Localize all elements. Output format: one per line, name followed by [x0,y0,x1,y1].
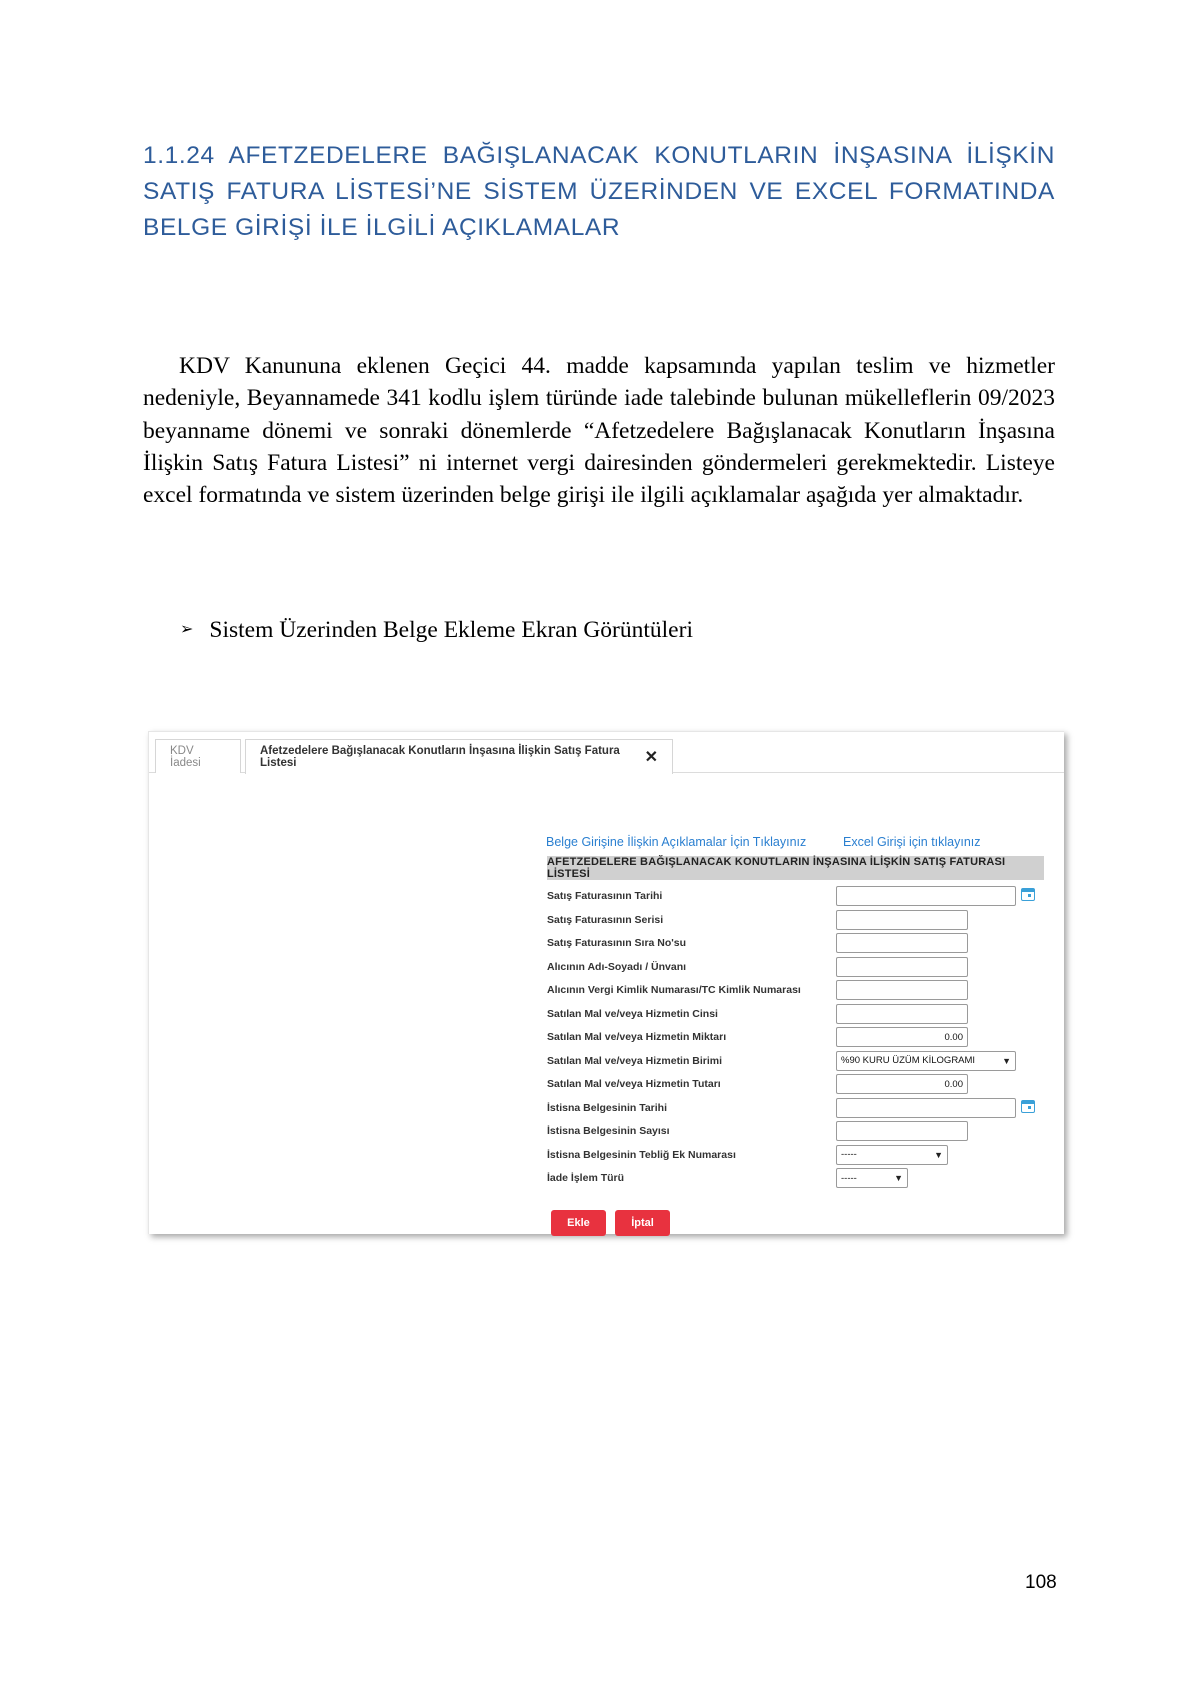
bullet-text: Sistem Üzerinden Belge Ekleme Ekran Görüntüleri [209,617,693,643]
tab-kdv-iadesi[interactable] [155,739,241,773]
field-label: Satış Faturasının Serisi [547,913,664,926]
form-row-quantity [547,1027,1044,1051]
exemption-date-input[interactable] [836,1098,1016,1118]
field-label: İade İşlem Türü [547,1172,625,1184]
buyer-tax-id-input[interactable] [836,980,968,1000]
excel-entry-link[interactable]: Excel Girişi için tıklayınız [843,835,981,849]
explanations-link[interactable]: Belge Girişine İlişkin Açıklamalar İçin Tıklayınız [546,835,807,849]
field-label: Satılan Mal ve/veya Hizmetin Birimi [547,1054,723,1067]
unit-select[interactable] [836,1051,1016,1071]
field-label: İstisna Belgesinin Tarihi [547,1101,668,1114]
field-label: Satış Faturasının Tarihi [547,890,663,902]
form-row-amount [547,1074,1044,1098]
tab-satis-fatura-listesi[interactable] [245,739,673,774]
form-row-invoice-date [547,886,1044,910]
tab-label: KDV İadesi [170,744,201,769]
bullet-item [180,615,693,645]
close-icon[interactable]: ✕ [644,749,658,766]
form-row-buyer-tax-id [547,980,1044,1004]
quantity-input[interactable]: 0.00 [836,1027,968,1047]
form-row-buyer-name [547,957,1044,981]
form-row-invoice-number [547,933,1044,957]
invoice-number-input[interactable] [836,933,968,953]
annex-number-select[interactable] [836,1145,948,1165]
arrow-bullet-icon: ➢ [180,621,194,638]
body-paragraph: KDV Kanununa eklenen Geçici 44. madde kapsamında yapılan teslim ve hizmetler nedeniyle, Beyannamede 341 kodlu işlem türünde iade talebinde bulunan mükelleflerin 09/2023 beyanname dönemi ve sonraki dönemlerde “Afetzedelere Bağışlanacak Konutların İnşasına İlişkin Satış Fatura Listesi” ni internet vergi dairesinden göndermeleri gerekmektedir. Listeye excel formatında ve sistem üzerinden belge girişi ile ilgili açıklamalar aşağıda yer almaktadır. [143,353,1055,509]
form-row-refund-type [547,1168,1044,1192]
form-row-annex-number [547,1145,1044,1169]
field-label: Satış Faturasının Sıra No'su [547,937,687,949]
field-label: İstisna Belgesinin Tebliğ Ek Numarası [547,1148,736,1161]
goods-type-input[interactable] [836,1004,968,1024]
form-row-unit [547,1051,1044,1075]
chevron-down-icon: ▼ [894,1173,903,1183]
form-row-invoice-series [547,910,1044,934]
page-number: 108 [1025,1572,1057,1593]
calendar-icon[interactable] [1021,1100,1035,1113]
form-title: AFETZEDELERE BAĞIŞLANACAK KONUTLARIN İNŞASINA İLİŞKİN SATIŞ FATURASI LİSTESİ [547,856,1044,880]
field-label: Alıcının Vergi Kimlik Numarası/TC Kimlik Numarası [547,984,801,996]
field-label: Satılan Mal ve/veya Hizmetin Miktarı [547,1031,727,1043]
add-button[interactable]: Ekle [551,1210,606,1236]
field-label: Alıcının Adı-Soyadı / Ünvanı [547,960,687,973]
field-label: İstisna Belgesinin Sayısı [547,1125,670,1137]
form-row-exemption-date [547,1098,1044,1122]
invoice-date-input[interactable] [836,886,1016,906]
section-heading: 1.1.24 AFETZEDELERE BAĞIŞLANACAK KONUTLARIN İNŞASINA İLİŞKİN SATIŞ FATURA LİSTESİ’NE SİSTEM ÜZERİNDEN VE EXCEL FORMATINDA BELGE GİRİŞİ İLE İLGİLİ AÇIKLAMALAR [143,142,1055,241]
form-screenshot [148,731,1064,1234]
tab-label: Afetzedelere Bağışlanacak Konutların İnşasına İlişkin Satış Fatura Listesi [260,745,620,769]
chevron-down-icon: ▼ [1002,1055,1011,1066]
chevron-down-icon: ▼ [934,1149,943,1160]
refund-type-select[interactable] [836,1168,908,1188]
annex-select-value: ----- [841,1149,857,1160]
unit-select-value: %90 KURU ÜZÜM KİLOGRAMI [841,1055,976,1066]
exemption-number-input[interactable] [836,1121,968,1141]
calendar-icon[interactable] [1021,888,1035,901]
field-label: Satılan Mal ve/veya Hizmetin Cinsi [547,1007,718,1020]
invoice-series-input[interactable] [836,910,968,930]
refund-select-value: ----- [841,1172,857,1184]
amount-input[interactable]: 0.00 [836,1074,968,1094]
tab-bar [149,732,1064,773]
field-label: Satılan Mal ve/veya Hizmetin Tutarı [547,1078,721,1090]
form-row-exemption-number [547,1121,1044,1145]
buyer-name-input[interactable] [836,957,968,977]
form-row-goods-type [547,1004,1044,1028]
cancel-button[interactable]: İptal [615,1210,670,1236]
